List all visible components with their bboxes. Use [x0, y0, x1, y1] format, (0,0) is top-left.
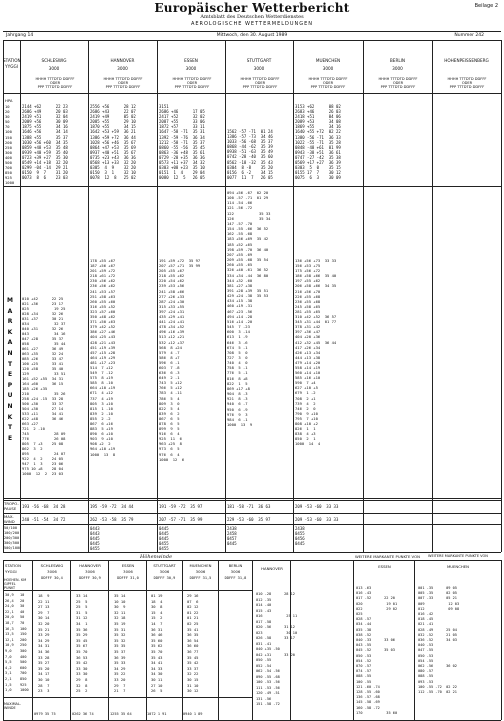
weitere-title: WEITERE MARKANTE PUNKTE VON: [355, 554, 420, 559]
hpa-level: 850: [5, 170, 12, 176]
hpa-level: 50: [5, 119, 10, 125]
hw-pz: 70: [20, 620, 25, 625]
hw-pz: 925: [20, 682, 27, 687]
frame-right-lower: [501, 454, 502, 552]
hw-km: 5,5: [5, 660, 12, 665]
hw-km: 1,5: [5, 682, 12, 687]
markante-column: 191 +59 +72 35 97 207 +57 +71 35 99 205 +55 +67 218 +55 +62 220 +54 +62 239 +53 +56 241 +58 +66 277 +26 +33 287 +24 +30 315 +33 +55 397 +24 +31 435 +29 +41 441 +24 +41 478 +34 +52 496 +16 +39 513 +12 +21 532 +12 +37 568 8 +24 579 4 -7 586 8 +7 596 6 -1 603 7 -8 636 6 -3 649 2 -1 743 5 +12 766 5 +12 783 4 -11 786 5 4 809 3 0 822 5 4 839 6 2 867 6 5 878 6 5 899 9 5 916 6 4 925 11 6 963 +25 8 973 6 5 976 6 4 1000 12 6: [159, 258, 201, 462]
layer-label: 300/500: [4, 541, 20, 545]
hw-pz: 400: [20, 654, 27, 659]
hw-column: 01 19 18 4 30 8 15 4 15 2 14 7 36 31 36 46 35 60 35 62 35 70 35 43 34 41 34 33 34 30 30 11 27 10 26 5: [151, 593, 163, 694]
hw-head: DDFFF 30,9: [153, 576, 176, 580]
hw-km: 18,7: [5, 620, 14, 625]
hw-pz: 100: [20, 626, 27, 631]
hw-km: 10,9: [5, 643, 14, 648]
frame-left-lower: [3, 454, 4, 552]
hoehenwinde-title: Höhenwinde: [140, 554, 173, 560]
hw-km: 9,0: [5, 648, 12, 653]
hw-pz: 10: [20, 593, 25, 597]
hpa-level: 1000: [5, 180, 15, 186]
col-divider-lower: [225, 454, 226, 552]
hw-km: 24,0: [5, 604, 14, 609]
levels-column: 3151 2686 +46 17 05 2417 +52 32 02 2087 +55 33 06 1872 +57 33 11 1647 -58 -71 35 31 1392 -59 -76 36 34 1212 -58 -71 35 37 0860 -55 -56 35 45 0863 -36 +48 35 61 0729 -28 +35 36 36 0573 +11 +37 34 32 0303 +08 +23 35 10 0151 1 4 29 04 0080 12 5 26 05: [159, 104, 205, 181]
hw-col: [146, 560, 147, 720]
datum: Mittwoch, den 30. August 1989: [216, 33, 288, 38]
markante-column: 094 +56 -67 02 20 100 -57 -71 01 29 114 -54 -66 121 -56 -72 122 35 33 126 35 34 147 -57 -70 154 -55 -66 36 52 162 -55 -68 183 +56 +69 35 42 185 +52 +65 198 +59 -70 36 40 207 +55 -69 209 +55 -68 35 54 260 +55 -65 326 +40 -61 36 52 334 +34 -44 36 80 344 +32 -60 381 +27 +38 391 +28 +39 35 51 429 +24 -38 35 53 434 +15 -38 460 +19 -31 467 +23 -56 494 +14 -28 516 +14 -20 545 7 -23 600 3 -14 613 1 -9 646 3 -6 674 5 -1 708 5 0 727 3 0 740 4 0 758 5 -1 776 5 -1 816 8 +8 822 1 5 869 +17 +8 904 8 -3 921 8 -3 940 6 -7 950 6 -9 976 9 3 984 6 -1 1000 13 9: [227, 190, 271, 428]
hw-station: STUTTGART: [153, 563, 176, 568]
station-label: STATION: [3, 58, 21, 63]
hpa-level: 300: [5, 149, 12, 155]
frame-right: [501, 40, 502, 454]
col-divider-3: [225, 40, 226, 454]
hw-station-label: STATION: [5, 563, 22, 568]
station-name: SCHLESWIG: [41, 58, 67, 63]
hw-column: 35 14 10 10 30 9 32 11 32 18 35 19 35 31 35 32 35 32 35 35 35 37 36 39 35 33 34 29 35 22 33 20 29 7 21 7: [114, 593, 126, 694]
hw-km: 13,5: [5, 632, 14, 637]
weitere-station: MUENCHEN: [446, 564, 470, 569]
col-divider-0: [20, 40, 21, 454]
nummer: Nummer 242: [454, 33, 484, 38]
tropopause-value: 195 -59 -72 34 44: [90, 504, 134, 509]
hw-pz: 20: [20, 598, 25, 603]
hw-km: 2,1: [5, 676, 12, 681]
hw-pz: 500: [20, 660, 27, 665]
hw-km: 7,0: [5, 654, 12, 659]
levels-column: 3153 +62 08 02 2683 +46 26 03 2418 +51 04 06 2089 +53 34 08 1869 +55 34 16 1640 +55 +72 02 22 1380 -56 -71 36 33 1022 -55 -71 35 28 0848 -48 +61 01 99 0943 -38 +51 36 61 0747 -27 -42 35 38 0569 +17 +27 36 39 0303 5 0 35 15 0155 17 7 30 12 0075 6 3 30 09: [295, 104, 341, 181]
station-name: HOHENPEISSENBERG: [444, 58, 489, 63]
station-time: 3000: [253, 66, 265, 71]
layer-label: 200/300: [4, 536, 20, 540]
col-divider-lower: [20, 454, 21, 552]
section-title: AEROLOGISCHE WETTERMELDUNGEN: [190, 21, 314, 27]
hw-head: DDFFF 30,4: [41, 576, 63, 580]
hw-frame-right: [501, 560, 502, 720]
hpa-level: 200: [5, 139, 12, 145]
station-name: HANNOVER: [110, 58, 135, 63]
levels-column: 2556 +56 28 12 2686 +43 22 07 2419 +49 05 02 2085 +55 29 10 1870 +55 34 15 1642 +53 +59 36 21 1386 +59 +72 36 44 1028 +56 +46 35 67 0864 +47 +53 35 69 0937 +40 +51 35 67 0735 +23 +43 36 36 0568 +13 +33 32 20 0305 4 9 32 20 0150 3 1 32 10 0078 12 8 25 02: [90, 104, 136, 181]
hpa-level: 20: [5, 109, 10, 115]
station-name: BERLIN: [389, 58, 406, 63]
hw-col: [108, 560, 109, 720]
hw-station: SCHLESWIG: [40, 563, 64, 568]
hw-col: [353, 560, 354, 720]
hw-maxwind: 0979 35 75: [34, 712, 56, 716]
levels-rule: [3, 186, 501, 187]
hw-head-rule: [3, 590, 252, 591]
col-divider-lower: [432, 454, 433, 552]
col-divider-lower: [293, 454, 294, 552]
hw-pz: 150: [20, 632, 27, 637]
maxwind-value: 240 -51 -54 34 72: [22, 517, 66, 522]
markante-punkte-label: [5, 296, 17, 444]
col-head: HHHH TTTDTD DDFFF ODER PPP TTTDTD DDFFF: [35, 77, 75, 89]
hw-km: 1,0: [5, 688, 12, 693]
hw-maxwind-rule: [3, 697, 252, 698]
tropopause-value: 209 -53 -60 33 33: [295, 504, 339, 509]
yyggi-label: YYGGI: [5, 64, 18, 69]
station-time: 3000: [185, 66, 197, 71]
markante-letter: A: [7, 307, 13, 315]
hw-time: 3006: [195, 569, 206, 574]
markante-letter: P: [7, 381, 13, 389]
station-time: 3000: [392, 66, 403, 71]
station-time: 3000: [48, 66, 60, 71]
header-rule-2: [3, 40, 501, 41]
col-head: HHHH TTTDTD DDFFF ODER PPP TTTDTD DDFFF: [447, 77, 487, 89]
tropopause-value: 181 -58 -71 36 63: [227, 504, 271, 509]
hw-pz: 600: [20, 665, 27, 670]
hw-head: DDFFF 31,5: [189, 576, 212, 580]
hw-pz: 1000: [20, 688, 29, 693]
markante-column: 136 +56 +73 33 33 156 +53 +75 175 +56 +72 186 +58 +66 35 40 197 +55 +62 206 +58 +66 34 35 216 +56 +70 226 +55 +68 236 +55 +68 245 +58 +65 281 +55 +65 310 +42 +52 36 57 345 +31 +44 01 77 378 +31 +42 397 +36 +47 404 +20 +36 412 +32 +45 36 44 417 +26 +34 426 +13 +34 444 +13 +38 479 +14 +20 558 +14 +19 560 +14 +10 585 +16 +10 590 7 +4 627 +10 +5 679 1 -2 708 2 +1 739 4 2 746 2 0 790 9 +10 795 7 +10 808 +10 +2 826 1 1 838 4 +3 850 2 1 1000 14 4: [295, 258, 337, 447]
hw-col: [218, 560, 219, 720]
layer-values: 0443 0443 0445 0445 0455: [90, 526, 100, 551]
markante-letter: N: [7, 349, 13, 357]
hw-column: 33 14 25 5 25 5 31 5 31 12 34 1 35 36 35 29 35 45 35 67 35 70 36 53 35 42 33 30 33 30 29 8 32 8 25 2: [76, 593, 88, 694]
markante-letter: E: [7, 371, 13, 379]
weitere-station: ESSEN: [378, 564, 391, 569]
upper-table-bottom: [3, 552, 501, 553]
hpa-level: 150: [5, 134, 12, 140]
jahrgang: Jahrgang 14: [6, 33, 34, 38]
markante-letter: R: [7, 318, 13, 326]
maxwind-value: 209 -53 -60 33 33: [295, 517, 339, 522]
weitere-column: 001 -35 09 05 005 -35 02 05 007 -33 05 21 009 12 03 012 09 08 016 -42 018 -45 021 -41 028 -49 25 04 032 -52 21 05 036 -52 34 03 040 -53 047 -55 050 -53 054 -55 062 -56 36 02 080 -57 088 -55 093 -53 100 -55 -72 02 22 112 -55 -70 02 21: [418, 586, 460, 695]
hpa-level: 400: [5, 154, 12, 160]
hw-head: DDFFF 30,9: [79, 576, 101, 580]
hw-km: 12,1: [5, 637, 14, 642]
hpa-level: 700: [5, 165, 12, 171]
markante-letter: T: [7, 360, 13, 368]
station-time: 3000: [322, 66, 334, 71]
col-head: HHHH TTTDTD DDFFF ODER PPP TTTDTD DDFFF: [240, 77, 280, 89]
col-divider-4: [293, 40, 294, 454]
markante-rule: [3, 498, 501, 499]
layer-label: 500/1000: [4, 546, 22, 550]
weitere-station: HANNOVER: [261, 566, 283, 571]
hw-km: 4,2: [5, 665, 12, 670]
station-name: STUTTGART: [246, 58, 272, 63]
frame-left: [3, 40, 4, 454]
header-rule: [3, 31, 501, 32]
layer-label: 50/100: [4, 526, 17, 530]
markante-letter: N: [7, 402, 13, 410]
hpa-level: 30: [5, 114, 10, 120]
maxwind-value: 262 -53 -58 35 79: [90, 517, 134, 522]
markante-letter: K: [7, 328, 13, 336]
hw-pz: 30: [20, 604, 25, 609]
markante-letter: A: [7, 339, 13, 347]
hw-km-label: KM: [21, 578, 27, 582]
hpa-level: 100: [5, 129, 12, 135]
markante-letter: E: [7, 434, 13, 442]
hw-time: 3006: [159, 569, 170, 574]
maxwind-label: MAX-WIND: [4, 514, 15, 524]
layer-values: 0445 0445 0445 0455 0455: [159, 526, 169, 551]
layer-values: 2438 2458 0457 0445: [227, 526, 237, 546]
hw-time: 3006: [230, 569, 241, 574]
hw-pz: 700: [20, 671, 27, 676]
markante-letter: K: [7, 413, 13, 421]
hw-maxwind-label: MAXIMAL-WINDE: [4, 702, 21, 710]
hw-station: MUENCHEN: [189, 563, 212, 568]
hw-pz: 250: [20, 643, 27, 648]
layer-values: 2438 0455 0456 0445: [295, 526, 305, 546]
hw-time: 3006: [47, 569, 57, 574]
hw-pz: 300: [20, 648, 27, 653]
tropopause-label: TROPO-PAUSE: [4, 501, 19, 511]
station-name: ESSEN: [184, 58, 198, 63]
maxwind-value: 207 -57 -71 35 99: [159, 517, 203, 522]
col-head: HHHH TTTDTD DDFFF ODER PPP TTTDTD DDFFF: [103, 77, 143, 89]
levels-column: 2144 +62 22 23 2686 +49 20 03 2419 +51 32 04 2009 +56 30 09 1875 +55 34 16 1646 +56 34 14 1388 +55 35 37 1030 +56 +60 34 35 0859 +48 +53 35 48 0939 +40 +59 35 40 0723 +39 +27 35 30 0549 +14 +18 32 20 0299 -04 -14 29 21 0150 9 7 31 20 0073 8 6 23 03: [22, 104, 68, 181]
tropo-rule: [3, 500, 501, 501]
hw-km: 26,4: [5, 598, 14, 603]
hpa-level: 70: [5, 124, 10, 130]
hw-km-list: [5, 593, 14, 694]
maxwind-rule: [3, 513, 501, 514]
hw-column: 18 9 22 11 27 13 29 7 30 14 32 20 35 21 33 29 34 29 34 31 34 36 33 28 35 27 35 20 34 17 30 10 28 7 23 3: [38, 593, 50, 694]
weitere-column: 010 -28 28 12 012 -35 014 -40 015 -43 016 25 11 017 -58 020 -56 31 12 023 30 10 026 -58 33 17 031 -41 040 +35 -50 042 +31 33 20 050 -55 052 -54 062 -54 -56 090 -55 -68 100 -53 -56 111 -53 -56 120 -49 -51 131 -56 151 -58 -72: [256, 592, 298, 706]
markante-letter: U: [7, 392, 13, 400]
col-head: HHHH TTTDTD DDFFF ODER PPP TTTDTD DDFFF: [378, 77, 418, 89]
tropopause-value: 191 -59 -72 35 97: [159, 504, 203, 509]
hw-maxwind: 1255 35 64: [110, 712, 132, 716]
col-divider-1: [88, 40, 89, 454]
hw-station: ESSEN: [121, 563, 135, 568]
hw-yyggi-label: YYGGI: [5, 569, 17, 574]
beilage-label: Beilage 2: [474, 3, 498, 9]
hpa-label: HPA: [5, 98, 13, 103]
hpa-level: 925: [5, 175, 12, 181]
station-name: MUENCHEN: [315, 58, 341, 63]
markante-letter: M: [7, 297, 13, 304]
markante-letter: T: [7, 424, 13, 432]
hw-column: 29 16 07 6 02 12 01 22 01 21 02 25 35 41 36 35 36 54 36 60 36 77 35 45 35 42 33 37 32 22 30 15 31 10 30 12: [187, 593, 199, 694]
hw-head: DDFFF 31,8: [224, 576, 247, 580]
hw-head: DDFFF 31,0: [117, 576, 139, 580]
col-divider-6: [432, 40, 433, 454]
layer-label: 100/200: [4, 531, 20, 535]
hw-km: 22,1: [5, 609, 14, 614]
hw-col: [414, 560, 415, 720]
hpa-level: 250: [5, 144, 12, 150]
hw-pz: 50: [20, 615, 25, 620]
hw-time: 3006: [123, 569, 133, 574]
hw-maxwind: 1072 1 91: [147, 712, 167, 716]
hw-col: [70, 560, 71, 720]
hw-col: [32, 560, 33, 720]
hpa-level: 500: [5, 160, 12, 166]
report-subtitle: Amtsblatt des Deutschen Wetterdienstes: [200, 14, 304, 20]
hpa-levels: [5, 104, 14, 186]
markante-column: 178 +55 +67 187 +56 +67 201 +59 +72 218 +61 +72 230 +56 +62 236 +56 +62 241 +53 +57 251 +58 +63 260 +55 +60 316 +55 +52 323 +57 +60 350 +48 +62 371 +50 +63 379 +42 +52 386 +27 +46 404 +25 +43 428 +21 +43 451 +19 +39 457 +15 +28 464 +19 +29 481 +17 +23 514 7 +12 549 7 -12 575 8 +19 585 8 -10 664 +10 +19 671 4 +12 737 4 +19 805 3 +10 815 1 -10 839 2 -10 855 2 -2 867 6 +16 883 5 +19 890 6 +10 903 9 +10 908 +2 2 964 +10 +19 1000 13 8: [90, 258, 116, 457]
layer-labels: [4, 526, 21, 551]
hw-station: BERLIN: [228, 563, 243, 568]
levels-column: 1562 -57 -71 01 24 1386 -57 -73 34 46 1033 -56 -68 35 37 0868 -44 -62 35 39 0938 -51 -63 35 49 0742 -28 -40 35 60 0562 -18 -32 35 43 0304 8 -8 35 20 0156 6 -2 34 15 0077 11 7 26 05: [227, 129, 273, 180]
hw-pz: 200: [20, 637, 27, 642]
hw-pz: 850: [20, 676, 27, 681]
hw-km: 16,3: [5, 626, 14, 631]
hpa-level: 10: [5, 104, 10, 109]
hw-time: 3006: [85, 569, 95, 574]
col-divider-5: [363, 40, 364, 454]
hw-maxwind: 0940 1 89: [183, 712, 203, 716]
hw-col: [182, 560, 183, 720]
hw-station: HANNOVER: [79, 563, 101, 568]
col-divider-lower: [363, 454, 364, 552]
hw-km: 30,9: [5, 593, 14, 597]
lower-rule: [3, 524, 501, 525]
hw-pz-list: [20, 593, 29, 694]
hw-col: [252, 560, 253, 720]
col-head: HHHH TTTDTD DDFFF ODER PPP TTTDTD DDFFF: [308, 77, 348, 89]
upper-head-rule: [3, 93, 501, 94]
report-title: Europäischer Wetterbericht: [154, 1, 350, 15]
hw-maxwind: 0262 36 74: [72, 712, 94, 716]
hw-km: 3,1: [5, 671, 12, 676]
col-divider-lower: [88, 454, 89, 552]
hw-km: 20,0: [5, 615, 14, 620]
weitere-column: 013 -63 016 -43 017 -52 22 20 020 19 01 022 29 02 025 028 -57 034 -44 035 -38 038 -52 040 -33 33 06 043 -55 045 -52 35 03 050 -53 054 -52 070 -57 074 -57 088 -55 100 -55 121 -60 -74 128 -55 -60 136 -57 -68 145 -58 -69 160 -58 -72 170 35 60: [356, 586, 398, 715]
weitere-title: WEITERE MARKANTE PUNKTE VON: [428, 554, 488, 558]
col-head: HHHH TTTDTD DDFFF ODER PPP TTTDTD DDFFF: [172, 77, 212, 89]
tropopause-value: 193 -56 -68 34 28: [22, 504, 66, 509]
markante-column: 010 +42 22 25 021 +36 23 17 025 19 25 028 +34 32 26 031 +37 30 21 034 32 37 040 +31 32 26 043 34 16 047 +28 35 37 058 35 44 061 +27 36 49 063 +35 32 24 085 +26 33 47 100 +25 33 41 120 +58 35 40 129 33 51 161 +52 +55 34 31 164 +60 36 15 185 +26 +35 210 35 26 258 +24 -15 33 28 500 +30 33 37 504 +30 27 14 533 +11 34 41 622 +48 36 46 663 +27 721 2 -10 745 28 09 776 26 08 805 7 +3 25 08 862 3 2 895 24 07 922 4 2 24 05 947 1 3 23 06 975 10 +8 28 04 1000 12 2 23 03: [22, 296, 66, 476]
col-divider-lower: [157, 454, 158, 552]
col-divider-2: [157, 40, 158, 454]
station-time: 3000: [117, 66, 128, 71]
hw-hoehe-label: HOEHEN-GIPFEL PUNKT: [4, 578, 20, 590]
maxwind-value: 229 -53 -60 35 97: [227, 517, 271, 522]
hw-pz: 40: [20, 609, 25, 614]
